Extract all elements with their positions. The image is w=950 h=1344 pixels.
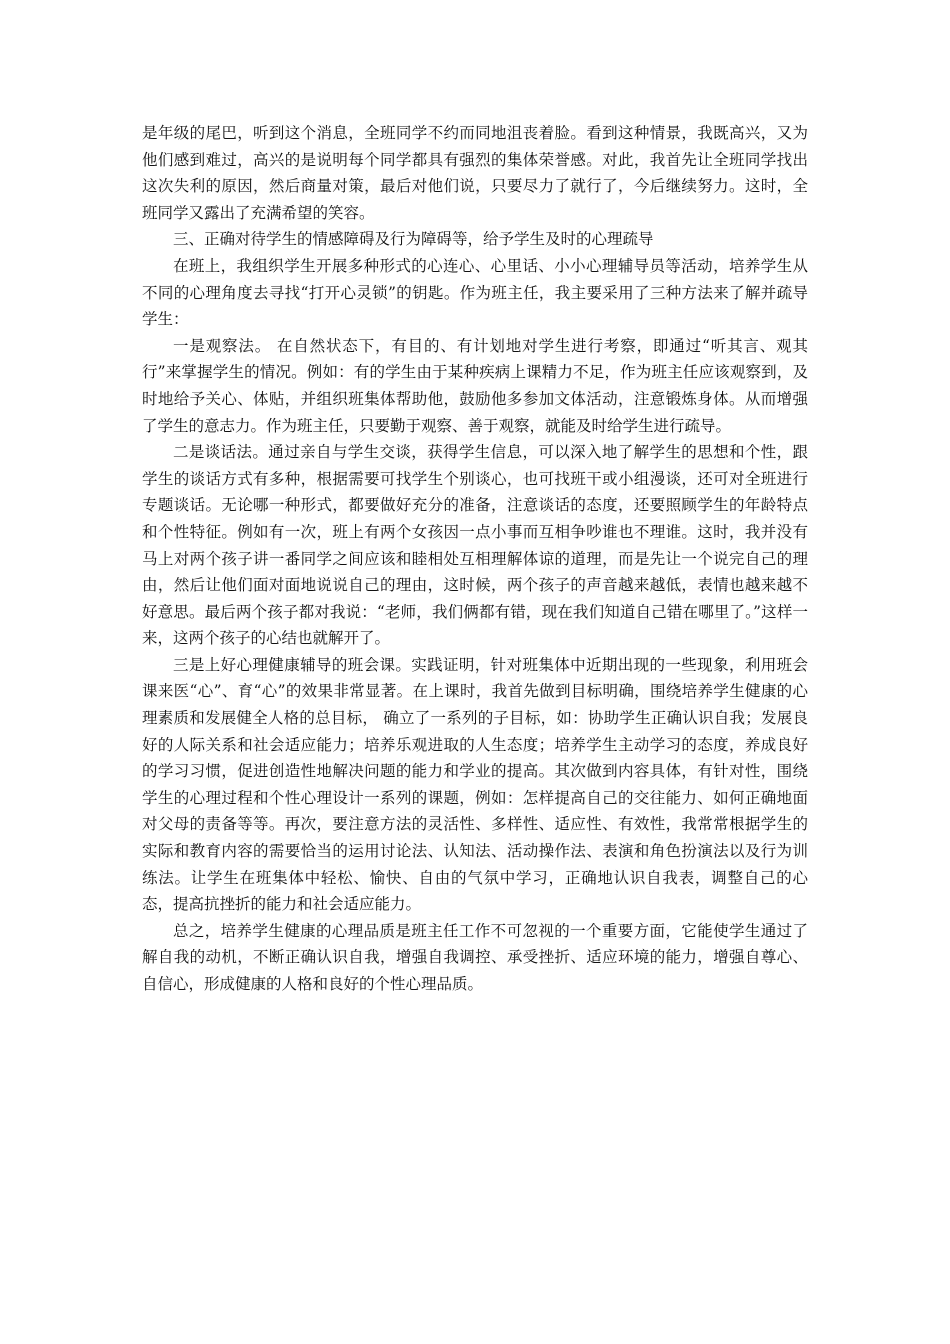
section-heading: 三、正确对待学生的情感障碍及行为障碍等，给予学生及时的心理疏导 [173, 230, 654, 249]
paragraph-conversation-method: 二是谈话法。通过亲自与学生交谈，获得学生信息，可以深入地了解学生的思想和个性，跟学生的谈话方式有多种，根据需要可找学生个别谈心，也可找班干或小组漫谈，还可对全班进行专题谈话。无论哪一种形式，都要做好充分的准备，注意谈话的态度，还要照顾学生的年龄特点和个性特征。例如有一次，班上有两个女孩因一点小事而互相争吵谁也不理谁。这时，我并没有马上对两个孩子讲一番同学之间应该和睦相处互相理解体谅的道理，而是先让一个说完自己的理由，然后让他们面对面地说说自己的理由，这时候，两个孩子的声音越来越低，表情也越来越不好意思。最后两个孩子都对我说：“老师，我们俩都有错，现在我们知道自己错在哪里了。”这样一来，这两个孩子的心结也就解开了。 [142, 443, 808, 648]
paragraph-continuation: 是年级的尾巴，听到这个消息，全班同学不约而同地沮丧着脸。看到这种情景，我既高兴，又为他们感到难过，高兴的是说明每个同学都具有强烈的集体荣誉感。对此，我首先让全班同学找出这次失利的原因，然后商量对策，最后对他们说，只要尽力了就行了，今后继续努力。这时，全班同学又露出了充满希望的笑容。 [142, 124, 808, 222]
paragraph-observation-method: 一是观察法。 在自然状态下，有目的、有计划地对学生进行考察，即通过“听其言、观其行”来掌握学生的情况。例如：有的学生由于某种疾病上课精力不足，作为班主任应该观察到，及时地给予关心、体贴，并组织班集体帮助他，鼓励他多参加文体活动，注意锻炼身体。从而增强了学生的意志力。作为班主任，只要勤于观察、善于观察，就能及时给学生进行疏导。 [142, 336, 808, 435]
document-page [142, 120, 808, 998]
paragraph-intro: 在班上，我组织学生开展多种形式的心连心、心里话、小小心理辅导员等活动，培养学生从不同的心理角度去寻找“打开心灵锁”的钥匙。作为班主任，我主要采用了三种方法来了解并疏导学生： [142, 256, 808, 329]
paragraph-conclusion: 总之，培养学生健康的心理品质是班主任工作不可忽视的一个重要方面，它能使学生通过了解自我的动机，不断正确认识自我，增强自我调控、承受挫折、适应环境的能力，增强自尊心、自信心，形成健康的人格和良好的个性心理品质。 [142, 921, 808, 993]
paragraph-class-meeting: 三是上好心理健康辅导的班会课。实践证明，针对班集体中近期出现的一些现象，利用班会课来医“心”、育“心”的效果非常显著。在上课时，我首先做到目标明确，围绕培养学生健康的心理素质和发展健全人格的总目标， 确立了一系列的子目标，如：协助学生正确认识自我；发展良好的人际关系和社会适应能力；培养乐观进取的人生态度；培养学生主动学习的态度，养成良好的学习习惯，促进创造性地解决问题的能力和学业的提高。其次做到内容具体，有针对性，围绕学生的心理过程和个性心理设计一系列的课题，例如：怎样提高自己的交往能力、如何正确地面对父母的责备等等。再次，要注意方法的灵活性、多样性、适应性、有效性，我常常根据学生的实际和教育内容的需要恰当的运用讨论法、认知法、活动操作法、表演和角色扮演法以及行为训练法。让学生在班集体中轻松、愉快、自由的气氛中学习，正确地认识自我表，调整自己的心态，提高抗挫折的能力和社会适应能力。 [142, 655, 808, 914]
